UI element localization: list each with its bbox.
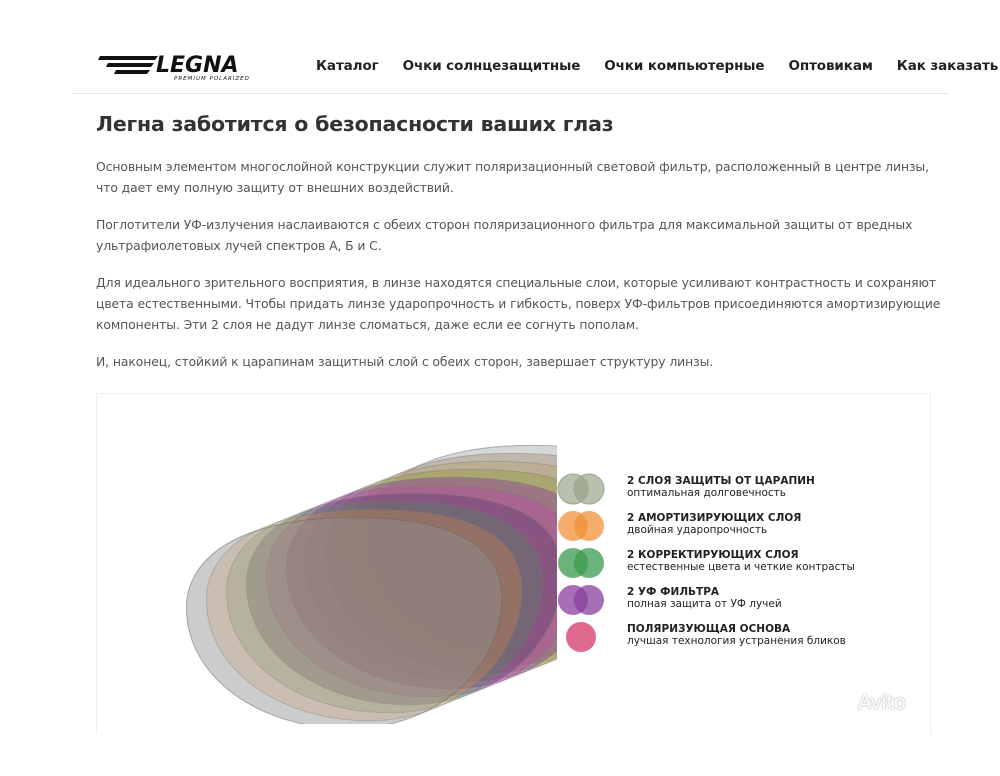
nav-wholesale[interactable]: Оптовикам	[788, 58, 873, 74]
legend-title: 2 КОРРЕКТИРУЮЩИХ СЛОЯ	[627, 549, 799, 561]
legend-title: 2 УФ ФИЛЬТРА	[627, 586, 720, 598]
nav-computer-glasses[interactable]: Очки компьютерные	[604, 58, 765, 74]
nav-catalog[interactable]: Каталог	[316, 58, 379, 74]
svg-text:LEGNA: LEGNA	[156, 53, 239, 78]
page-title: Легна заботится о безопасности ваших глаз	[96, 112, 614, 136]
svg-text:PREMIUM POLARIZED: PREMIUM POLARIZED	[174, 76, 250, 82]
lens-structure-diagram	[96, 393, 931, 734]
paragraph-special-layers: Для идеального зрительного восприятия, в линзе находятся специальные слои, которые усиливают контрастность и сохраняют цвета естественными. Чтобы придать линзе ударопрочность и гибкость, поверх УФ-фильтров присоединяются амортизирующие компоненты. Эти 2 слоя не дадут линзе сломаться, даже если ее согнуть пополам.	[96, 275, 941, 332]
legend-title: 2 АМОРТИЗИРУЮЩИХ СЛОЯ	[627, 512, 802, 524]
uv-filter-icon	[555, 583, 607, 617]
header-divider	[72, 93, 948, 94]
legend-item-scratch	[555, 472, 915, 509]
lens-layers-image	[157, 424, 557, 724]
legend-item-uv	[555, 583, 915, 620]
legend-item-shock	[555, 509, 915, 546]
legend-item-polarizing	[555, 620, 915, 657]
legend-title: 2 СЛОЯ ЗАЩИТЫ ОТ ЦАРАПИН	[627, 475, 815, 487]
scratch-layer-icon	[555, 472, 607, 506]
site-header	[0, 0, 1000, 95]
paragraph-polarizing-filter: Основным элементом многослойной конструкции служит поляризационный световой фильтр, расположенный в центре линзы, что дает ему полную защиту от внешних воздействий.	[96, 159, 929, 195]
shock-layer-icon	[555, 509, 607, 543]
avito-watermark: Avito	[858, 690, 906, 714]
brand-logo[interactable]	[98, 50, 263, 82]
polarizing-base-icon	[555, 620, 607, 654]
nav-sunglasses[interactable]: Очки солнцезащитные	[402, 58, 581, 74]
correcting-layer-icon	[555, 546, 607, 580]
article	[96, 112, 941, 388]
paragraph-scratch-layer: И, наконец, стойкий к царапинам защитный слой с обеих сторон, завершает структуру линзы.	[96, 354, 714, 369]
legend-subtitle: естественные цвета и четкие контрасты	[627, 561, 855, 573]
legend-subtitle: двойная ударопрочность	[627, 524, 768, 536]
main-nav	[316, 58, 998, 74]
legend-item-correcting	[555, 546, 915, 583]
nav-how-to-order[interactable]: Как заказать	[896, 58, 999, 74]
paragraph-uv-absorbers: Поглотители УФ-излучения наслаиваются с обеих сторон поляризационного фильтра для максимальной защиты от вредных ультрафиолетовых лучей спектров А, Б и С.	[96, 217, 913, 253]
legend-subtitle: лучшая технология устранения бликов	[627, 635, 846, 647]
legend-subtitle: оптимальная долговечность	[627, 487, 786, 499]
legend-subtitle: полная защита от УФ лучей	[627, 598, 782, 610]
layers-legend	[555, 472, 915, 657]
legend-title: ПОЛЯРИЗУЮЩАЯ ОСНОВА	[627, 623, 791, 635]
